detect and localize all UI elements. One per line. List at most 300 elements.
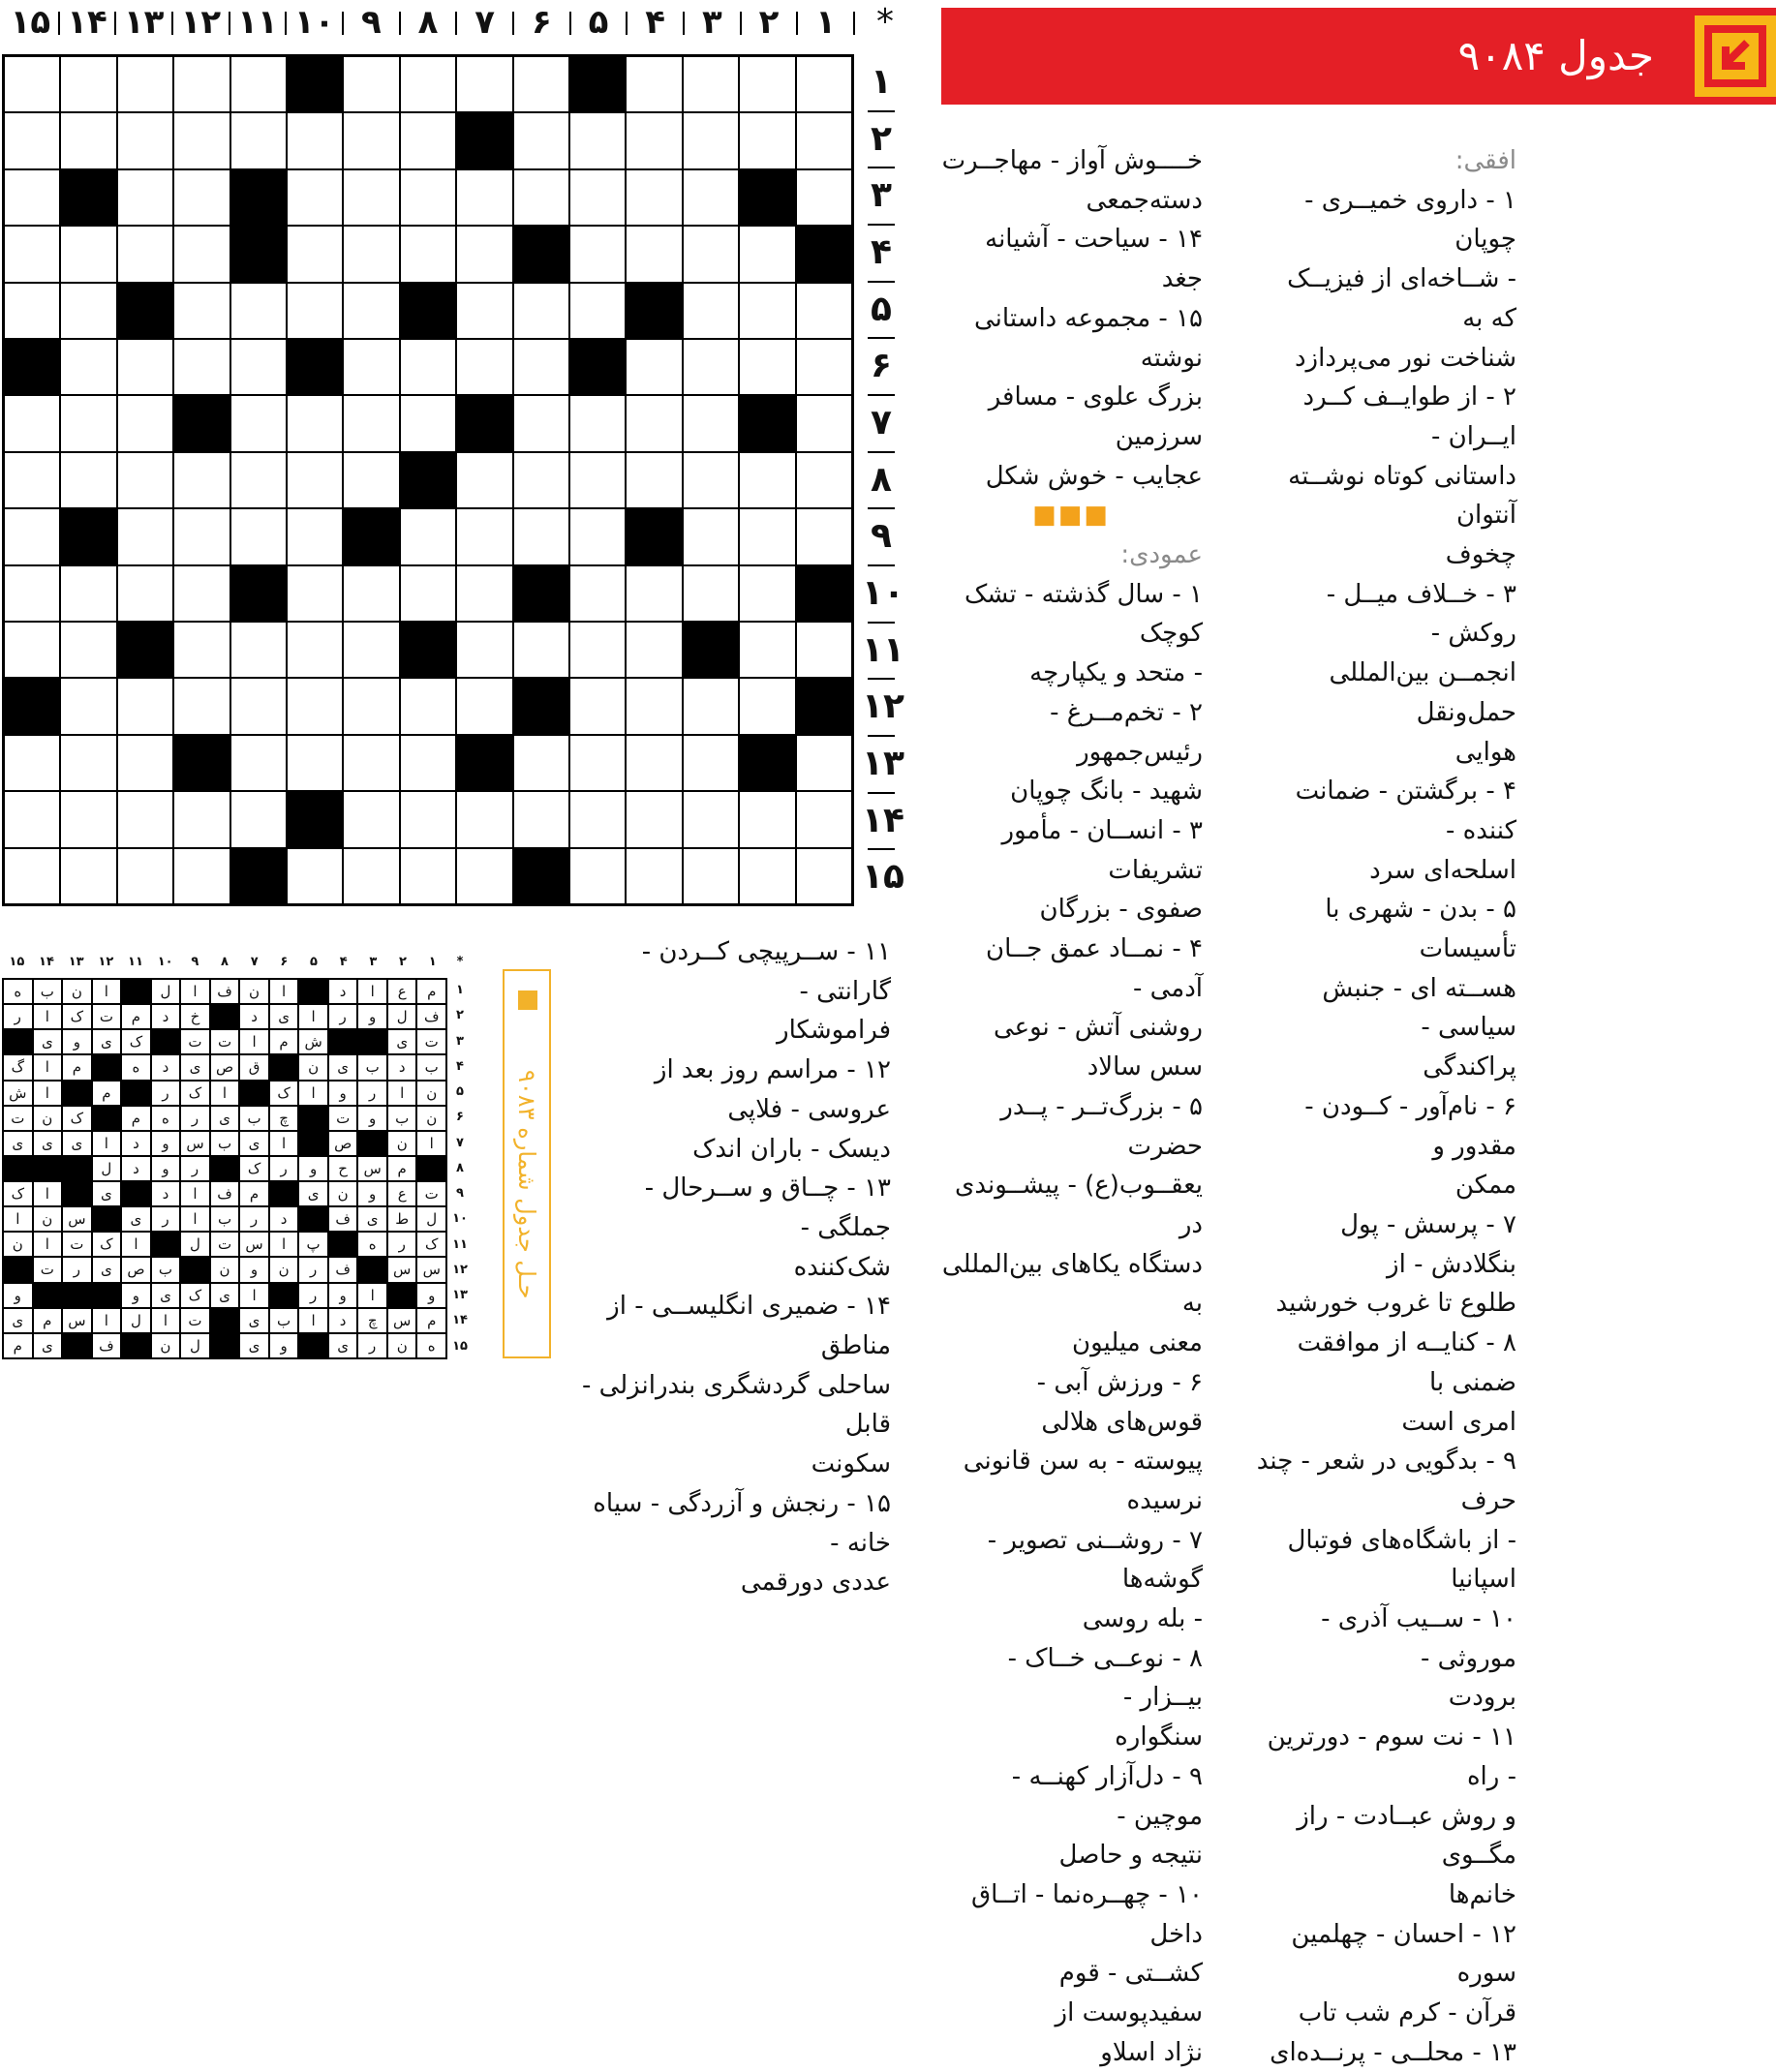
solution-cell: ر bbox=[239, 1206, 269, 1232]
black-cell bbox=[117, 283, 173, 339]
grid-cell[interactable] bbox=[456, 452, 512, 508]
grid-cell[interactable] bbox=[683, 565, 739, 622]
grid-cell[interactable] bbox=[4, 848, 60, 904]
grid-cell[interactable] bbox=[173, 678, 230, 734]
solution-cell: ی bbox=[298, 1181, 328, 1206]
solution-cell: ا bbox=[298, 1308, 328, 1333]
solution-cell: ف bbox=[328, 1206, 358, 1232]
solution-black-cell bbox=[269, 1283, 299, 1308]
grid-cell[interactable] bbox=[626, 735, 682, 791]
grid-cell[interactable] bbox=[230, 395, 287, 451]
row-number: ۸ bbox=[871, 459, 892, 500]
across-clue-line: هســته ای - جنبش سیاسی - bbox=[1322, 973, 1516, 1043]
grid-cell[interactable] bbox=[513, 283, 569, 339]
solution-cell: ی bbox=[3, 1308, 33, 1333]
solution-cell: ن bbox=[387, 1131, 417, 1156]
grid-cell[interactable] bbox=[4, 791, 60, 847]
grid-cell[interactable] bbox=[400, 339, 456, 395]
grid-cell[interactable] bbox=[796, 169, 852, 226]
grid-cell[interactable] bbox=[117, 395, 173, 451]
grid-cell[interactable] bbox=[343, 622, 399, 678]
solution-cell: د bbox=[121, 1156, 151, 1181]
grid-cell[interactable] bbox=[569, 848, 626, 904]
grid-cell[interactable] bbox=[287, 678, 343, 734]
column-separator bbox=[171, 12, 173, 35]
grid-cell[interactable] bbox=[683, 395, 739, 451]
grid-cell[interactable] bbox=[456, 622, 512, 678]
row-number: ۱۰ bbox=[862, 573, 904, 613]
solution-cell: و bbox=[239, 1257, 269, 1282]
grid-cell[interactable] bbox=[569, 622, 626, 678]
grid-cell[interactable] bbox=[117, 565, 173, 622]
row-number: ۶ bbox=[871, 346, 892, 386]
grid-cell[interactable] bbox=[796, 339, 852, 395]
grid-cell[interactable] bbox=[117, 508, 173, 564]
grid-cell[interactable] bbox=[4, 395, 60, 451]
grid-cell[interactable] bbox=[4, 56, 60, 112]
solution-cell: ی bbox=[121, 1206, 151, 1232]
grid-cell[interactable] bbox=[796, 452, 852, 508]
grid-cell[interactable] bbox=[343, 283, 399, 339]
grid-cell[interactable] bbox=[456, 508, 512, 564]
grid-cell[interactable] bbox=[4, 283, 60, 339]
grid-cell[interactable] bbox=[683, 339, 739, 395]
grid-cell[interactable] bbox=[739, 226, 795, 282]
grid-cell[interactable] bbox=[287, 848, 343, 904]
solution-column-number: ۱۳ bbox=[68, 955, 84, 969]
grid-cell[interactable] bbox=[287, 395, 343, 451]
grid-cell[interactable] bbox=[683, 735, 739, 791]
grid-cell[interactable] bbox=[60, 678, 116, 734]
grid-cell[interactable] bbox=[400, 508, 456, 564]
grid-cell[interactable] bbox=[513, 169, 569, 226]
grid-cell[interactable] bbox=[796, 283, 852, 339]
grid-cell[interactable] bbox=[4, 508, 60, 564]
solution-cell: ی bbox=[180, 1054, 210, 1080]
grid-cell[interactable] bbox=[60, 848, 116, 904]
grid-cell[interactable] bbox=[287, 169, 343, 226]
grid-cell[interactable] bbox=[4, 735, 60, 791]
grid-cell[interactable] bbox=[456, 848, 512, 904]
grid-cell[interactable] bbox=[287, 452, 343, 508]
grid-cell[interactable] bbox=[343, 735, 399, 791]
across-clue-line: ۱۲ - احسان - چهلمین سوره bbox=[1291, 1919, 1516, 1989]
grid-cell[interactable] bbox=[343, 678, 399, 734]
column-separator bbox=[740, 12, 742, 35]
black-cell bbox=[683, 622, 739, 678]
solution-cell: چ bbox=[269, 1106, 299, 1131]
grid-cell[interactable] bbox=[626, 112, 682, 168]
solution-row-number: ۲ bbox=[456, 1008, 464, 1023]
grid-cell[interactable] bbox=[739, 283, 795, 339]
grid-cell[interactable] bbox=[626, 226, 682, 282]
solution-cell: ل bbox=[92, 1156, 122, 1181]
grid-cell[interactable] bbox=[739, 452, 795, 508]
grid-cell[interactable] bbox=[173, 169, 230, 226]
solution-black-cell bbox=[328, 1232, 358, 1257]
grid-cell[interactable] bbox=[569, 678, 626, 734]
grid-cell[interactable] bbox=[796, 112, 852, 168]
solution-cell: ک bbox=[180, 1283, 210, 1308]
solution-column-number: ۱۵ bbox=[9, 955, 25, 969]
solution-cell: ی bbox=[33, 1131, 63, 1156]
solution-black-cell bbox=[62, 1333, 92, 1358]
grid-cell[interactable] bbox=[343, 452, 399, 508]
solution-black-cell bbox=[62, 1283, 92, 1308]
grid-cell[interactable] bbox=[343, 112, 399, 168]
solution-black-cell bbox=[357, 1029, 387, 1054]
solution-cell: ی bbox=[210, 1283, 240, 1308]
grid-cell[interactable] bbox=[4, 226, 60, 282]
solution-cell: ل bbox=[387, 1004, 417, 1029]
grid-cell[interactable] bbox=[456, 791, 512, 847]
solution-cell: و bbox=[151, 1156, 181, 1181]
grid-cell[interactable] bbox=[626, 791, 682, 847]
grid-cell[interactable] bbox=[173, 791, 230, 847]
solution-black-cell bbox=[180, 1257, 210, 1282]
solution-black-cell bbox=[357, 1131, 387, 1156]
solution-black-cell bbox=[357, 1257, 387, 1282]
grid-cell[interactable] bbox=[569, 791, 626, 847]
solution-black-cell bbox=[328, 1029, 358, 1054]
column-number: ۱ bbox=[815, 3, 837, 42]
grid-cell[interactable] bbox=[343, 56, 399, 112]
grid-cell[interactable] bbox=[4, 452, 60, 508]
solution-cell: ب bbox=[210, 1131, 240, 1156]
grid-cell[interactable] bbox=[456, 678, 512, 734]
grid-cell[interactable] bbox=[513, 735, 569, 791]
solution-cell: ت bbox=[33, 1257, 63, 1282]
down-clue-line: ۷ - روشــنی تصویر - گوشه‌ها bbox=[987, 1525, 1203, 1595]
grid-cell[interactable] bbox=[117, 169, 173, 226]
grid-cell[interactable] bbox=[683, 452, 739, 508]
grid-cell[interactable] bbox=[739, 791, 795, 847]
grid-cell[interactable] bbox=[683, 226, 739, 282]
grid-cell[interactable] bbox=[173, 339, 230, 395]
grid-cell[interactable] bbox=[626, 339, 682, 395]
grid-cell[interactable] bbox=[117, 848, 173, 904]
solution-cell: ت bbox=[210, 1029, 240, 1054]
grid-cell[interactable] bbox=[287, 565, 343, 622]
solution-row-number: ۱ bbox=[456, 983, 464, 997]
grid-cell[interactable] bbox=[796, 395, 852, 451]
grid-cell[interactable] bbox=[343, 169, 399, 226]
down-clue-line: روشنی آتش - نوعی سس سالاد bbox=[993, 1013, 1203, 1082]
down-clue-line: معنی میلیون bbox=[1071, 1328, 1203, 1358]
grid-cell[interactable] bbox=[739, 339, 795, 395]
grid-cell[interactable] bbox=[513, 395, 569, 451]
grid-cell[interactable] bbox=[117, 339, 173, 395]
grid-cell[interactable] bbox=[513, 508, 569, 564]
grid-cell[interactable] bbox=[456, 56, 512, 112]
grid-cell[interactable] bbox=[513, 339, 569, 395]
grid-cell[interactable] bbox=[230, 508, 287, 564]
black-cell bbox=[513, 678, 569, 734]
grid-cell[interactable] bbox=[569, 283, 626, 339]
across-clue-line: و روش عبــادت - راز مگــوی bbox=[1297, 1801, 1516, 1871]
grid-cell[interactable] bbox=[117, 452, 173, 508]
grid-cell[interactable] bbox=[4, 112, 60, 168]
grid-cell[interactable] bbox=[230, 678, 287, 734]
grid-cell[interactable] bbox=[569, 508, 626, 564]
grid-cell[interactable] bbox=[456, 565, 512, 622]
logo-icon bbox=[1695, 15, 1776, 97]
grid-cell[interactable] bbox=[400, 395, 456, 451]
grid-cell[interactable] bbox=[117, 226, 173, 282]
solution-cell: و bbox=[328, 1081, 358, 1106]
black-cell bbox=[456, 395, 512, 451]
solution-cell: و bbox=[328, 1283, 358, 1308]
solution-black-cell bbox=[3, 1029, 33, 1054]
grid-cell[interactable] bbox=[173, 508, 230, 564]
solution-cell: ر bbox=[3, 1004, 33, 1029]
grid-cell[interactable] bbox=[513, 112, 569, 168]
grid-cell[interactable] bbox=[739, 508, 795, 564]
title-banner bbox=[941, 8, 1776, 105]
grid-cell[interactable] bbox=[683, 283, 739, 339]
grid-cell[interactable] bbox=[739, 848, 795, 904]
solution-cell: و bbox=[357, 1004, 387, 1029]
grid-cell[interactable] bbox=[796, 735, 852, 791]
grid-cell[interactable] bbox=[513, 791, 569, 847]
column-separator bbox=[853, 12, 855, 35]
grid-cell[interactable] bbox=[456, 226, 512, 282]
grid-cell[interactable] bbox=[60, 56, 116, 112]
grid-cell[interactable] bbox=[287, 112, 343, 168]
grid-cell[interactable] bbox=[60, 339, 116, 395]
grid-cell[interactable] bbox=[626, 452, 682, 508]
grid-cell[interactable] bbox=[739, 678, 795, 734]
grid-cell[interactable] bbox=[400, 112, 456, 168]
solution-cell: ی bbox=[151, 1283, 181, 1308]
column-separator bbox=[399, 12, 401, 35]
grid-cell[interactable] bbox=[683, 678, 739, 734]
grid-cell[interactable] bbox=[230, 735, 287, 791]
grid-cell[interactable] bbox=[796, 622, 852, 678]
grid-cell[interactable] bbox=[60, 112, 116, 168]
solution-cell: س bbox=[62, 1206, 92, 1232]
solution-cell: ر bbox=[357, 1081, 387, 1106]
black-cell bbox=[513, 226, 569, 282]
solution-column-number: ۷ bbox=[250, 955, 259, 969]
solution-black-cell bbox=[210, 1308, 240, 1333]
grid-cell[interactable] bbox=[626, 678, 682, 734]
grid-cell[interactable] bbox=[739, 565, 795, 622]
grid-cell[interactable] bbox=[60, 395, 116, 451]
grid-cell[interactable] bbox=[569, 735, 626, 791]
grid-cell[interactable] bbox=[230, 622, 287, 678]
grid-cell[interactable] bbox=[626, 169, 682, 226]
solution-cell: م bbox=[269, 1029, 299, 1054]
grid-cell[interactable] bbox=[173, 452, 230, 508]
grid-cell[interactable] bbox=[796, 848, 852, 904]
solution-cell: ن bbox=[33, 1106, 63, 1131]
grid-cell[interactable] bbox=[400, 565, 456, 622]
solution-column-number: ۱۴ bbox=[39, 955, 54, 969]
solution-cell: ه bbox=[416, 1333, 446, 1358]
grid-cell[interactable] bbox=[400, 848, 456, 904]
middle-clues bbox=[939, 141, 1203, 2067]
grid-cell[interactable] bbox=[683, 791, 739, 847]
solution-cell: ب bbox=[269, 1308, 299, 1333]
grid-cell[interactable] bbox=[343, 395, 399, 451]
grid-cell[interactable] bbox=[683, 112, 739, 168]
down-clue-line: دستگاه یکاهای بین‌المللی به bbox=[941, 1249, 1203, 1319]
solution-cell: ق bbox=[239, 1054, 269, 1080]
solution-row-number: ۱۳ bbox=[452, 1288, 468, 1303]
grid-cell[interactable] bbox=[400, 791, 456, 847]
grid-cell[interactable] bbox=[173, 112, 230, 168]
grid-cell[interactable] bbox=[117, 735, 173, 791]
grid-cell[interactable] bbox=[400, 226, 456, 282]
grid-cell[interactable] bbox=[230, 112, 287, 168]
solution-cell: ف bbox=[210, 979, 240, 1004]
solution-cell: د bbox=[239, 1004, 269, 1029]
grid-cell[interactable] bbox=[343, 226, 399, 282]
grid-cell[interactable] bbox=[60, 565, 116, 622]
grid-cell[interactable] bbox=[683, 56, 739, 112]
grid-cell[interactable] bbox=[230, 791, 287, 847]
grid-cell[interactable] bbox=[683, 508, 739, 564]
grid-cell[interactable] bbox=[456, 283, 512, 339]
solution-cell: ف bbox=[328, 1257, 358, 1282]
solution-black-cell bbox=[416, 1156, 446, 1181]
black-cell bbox=[173, 735, 230, 791]
grid-cell[interactable] bbox=[287, 735, 343, 791]
grid-cell[interactable] bbox=[626, 56, 682, 112]
grid-cell[interactable] bbox=[60, 735, 116, 791]
grid-cell[interactable] bbox=[796, 56, 852, 112]
grid-cell[interactable] bbox=[456, 169, 512, 226]
grid-cell[interactable] bbox=[117, 112, 173, 168]
solution-cell: ب bbox=[151, 1257, 181, 1282]
grid-cell[interactable] bbox=[4, 565, 60, 622]
grid-cell[interactable] bbox=[400, 56, 456, 112]
solution-cell: ر bbox=[180, 1156, 210, 1181]
grid-cell[interactable] bbox=[739, 622, 795, 678]
solution-cell: م bbox=[387, 1156, 417, 1181]
solution-cell: ه bbox=[151, 1106, 181, 1131]
grid-cell[interactable] bbox=[626, 848, 682, 904]
solution-cell: م bbox=[3, 1333, 33, 1358]
grid-cell[interactable] bbox=[230, 452, 287, 508]
grid-cell[interactable] bbox=[230, 283, 287, 339]
solution-cell: د bbox=[387, 1054, 417, 1080]
grid-cell[interactable] bbox=[173, 226, 230, 282]
grid-cell[interactable] bbox=[796, 791, 852, 847]
row-number: ۱۴ bbox=[862, 800, 904, 840]
black-cell bbox=[60, 169, 116, 226]
solution-cell: و bbox=[357, 1106, 387, 1131]
grid-cell[interactable] bbox=[796, 508, 852, 564]
solution-cell: د bbox=[328, 1308, 358, 1333]
solution-cell: ص bbox=[210, 1054, 240, 1080]
grid-cell[interactable] bbox=[569, 226, 626, 282]
across-clue-line: ۱۱ - نت سوم - دورترین - راه bbox=[1267, 1722, 1516, 1791]
grid-cell[interactable] bbox=[117, 791, 173, 847]
solution-cell: س bbox=[357, 1156, 387, 1181]
grid-cell[interactable] bbox=[287, 283, 343, 339]
grid-cell[interactable] bbox=[400, 678, 456, 734]
solution-black-cell bbox=[121, 979, 151, 1004]
grid-cell[interactable] bbox=[739, 56, 795, 112]
grid-cell[interactable] bbox=[400, 735, 456, 791]
grid-cell[interactable] bbox=[513, 56, 569, 112]
grid-cell[interactable] bbox=[287, 226, 343, 282]
grid-cell[interactable] bbox=[173, 565, 230, 622]
across-clue-line: ۳ - خــلاف میــل - روکش - bbox=[1326, 579, 1516, 649]
grid-cell[interactable] bbox=[569, 112, 626, 168]
solution-grid bbox=[2, 978, 447, 1359]
grid-cell[interactable] bbox=[60, 452, 116, 508]
solution-label-panel bbox=[503, 969, 551, 1358]
grid-cell[interactable] bbox=[343, 848, 399, 904]
grid-cell[interactable] bbox=[60, 283, 116, 339]
solution-cell: چ bbox=[357, 1308, 387, 1333]
grid-cell[interactable] bbox=[739, 112, 795, 168]
page-title: جدول ۹۰۸۴ bbox=[1457, 32, 1654, 79]
grid-cell[interactable] bbox=[343, 791, 399, 847]
grid-cell[interactable] bbox=[117, 56, 173, 112]
grid-cell[interactable] bbox=[343, 565, 399, 622]
grid-cell[interactable] bbox=[60, 791, 116, 847]
grid-cell[interactable] bbox=[513, 452, 569, 508]
grid-cell[interactable] bbox=[569, 565, 626, 622]
solution-cell: ا bbox=[92, 1308, 122, 1333]
solution-cell: و bbox=[357, 1181, 387, 1206]
grid-cell[interactable] bbox=[513, 622, 569, 678]
grid-cell[interactable] bbox=[4, 622, 60, 678]
down-clue-line: ۲ - تخم‌مــرغ - رئیس‌جمهور bbox=[1050, 697, 1203, 767]
grid-cell[interactable] bbox=[60, 226, 116, 282]
grid-cell[interactable] bbox=[400, 169, 456, 226]
grid-cell[interactable] bbox=[173, 56, 230, 112]
grid-cell[interactable] bbox=[343, 339, 399, 395]
grid-cell[interactable] bbox=[626, 565, 682, 622]
solution-cell: ت bbox=[180, 1029, 210, 1054]
grid-cell[interactable] bbox=[230, 339, 287, 395]
solution-black-cell bbox=[298, 1106, 328, 1131]
down-clue-line: صفوی - بزرگان bbox=[1039, 895, 1203, 925]
grid-cell[interactable] bbox=[173, 848, 230, 904]
solution-cell: ش bbox=[298, 1029, 328, 1054]
grid-cell[interactable] bbox=[230, 56, 287, 112]
grid-cell[interactable] bbox=[117, 678, 173, 734]
grid-cell[interactable] bbox=[569, 169, 626, 226]
grid-cell[interactable] bbox=[287, 508, 343, 564]
grid-cell[interactable] bbox=[287, 622, 343, 678]
solution-cell: ا bbox=[3, 1206, 33, 1232]
solution-cell: ی bbox=[92, 1257, 122, 1282]
solution-cell: ن bbox=[210, 1257, 240, 1282]
grid-cell[interactable] bbox=[569, 395, 626, 451]
row-number: ۱ bbox=[871, 62, 892, 102]
grid-cell[interactable] bbox=[626, 622, 682, 678]
grid-cell[interactable] bbox=[4, 169, 60, 226]
grid-cell[interactable] bbox=[626, 395, 682, 451]
grid-cell[interactable] bbox=[173, 283, 230, 339]
solution-row-number: ۴ bbox=[456, 1058, 464, 1074]
grid-cell[interactable] bbox=[60, 622, 116, 678]
grid-cell[interactable] bbox=[683, 848, 739, 904]
solution-cell: ن bbox=[62, 979, 92, 1004]
grid-cell[interactable] bbox=[173, 622, 230, 678]
grid-cell[interactable] bbox=[456, 339, 512, 395]
down-clue-line: شهید - بانگ چوپان bbox=[1010, 777, 1203, 807]
grid-cell[interactable] bbox=[683, 169, 739, 226]
black-cell bbox=[400, 622, 456, 678]
grid-cell[interactable] bbox=[569, 452, 626, 508]
